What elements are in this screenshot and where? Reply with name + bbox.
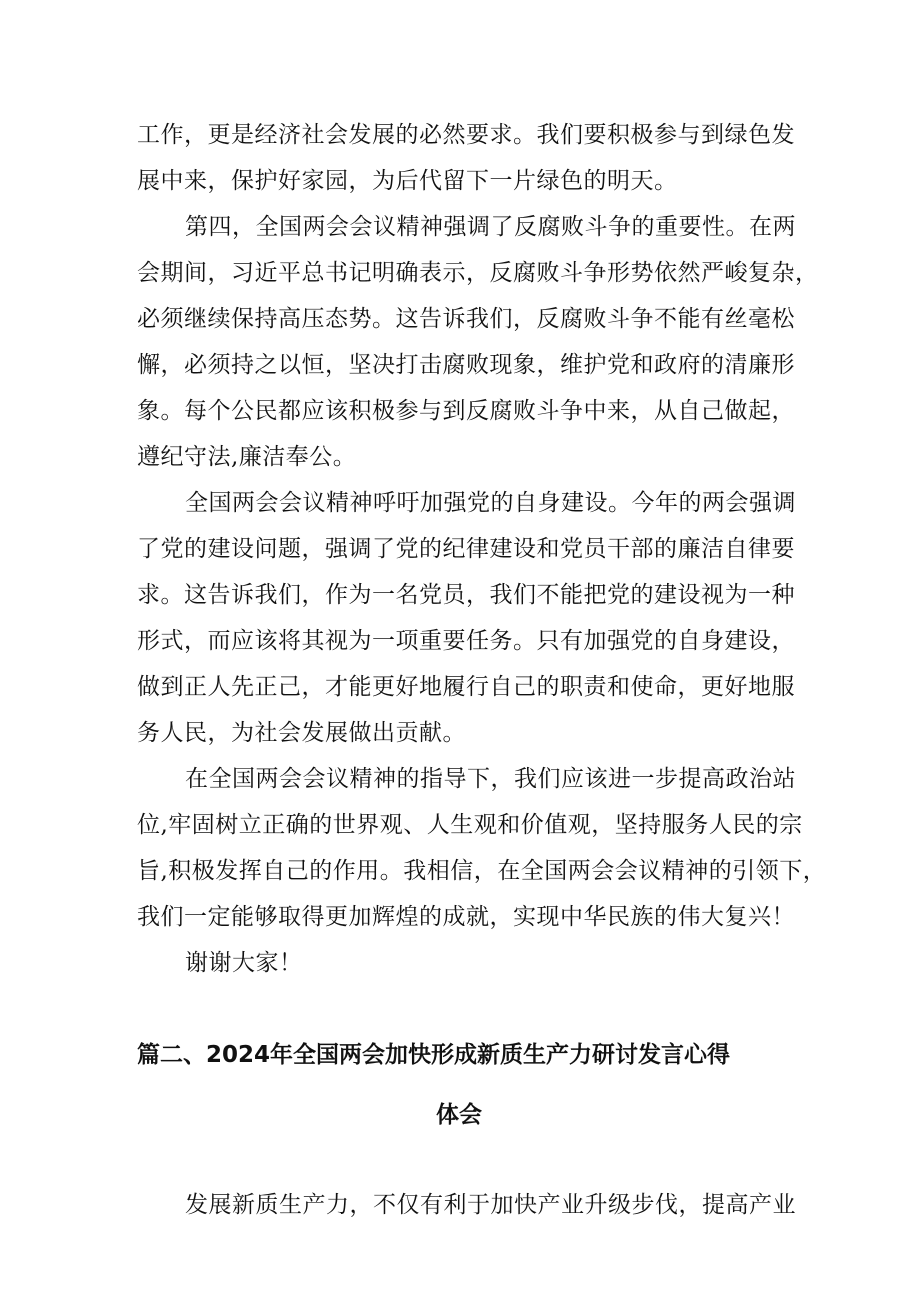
body-line: 懈，必须持之以恒，坚决打击腐败现象，维护党和政府的清廉形 [137, 352, 795, 378]
body-line: 遵纪守法,廉洁奉公。 [137, 444, 357, 470]
body-line: 象。每个公民都应该积极参与到反腐败斗争中来，从自己做起， [137, 398, 795, 424]
body-line: 形式，而应该将其视为一项重要任务。只有加强党的自身建设， [137, 628, 795, 654]
body-line: 了党的建设问题，强调了党的纪律建设和党员干部的廉洁自律要 [137, 536, 795, 562]
body-line: 位,牢固树立正确的世界观、人生观和价值观，坚持服务人民的宗 [137, 812, 803, 838]
closing-line: 谢谢大家！ [185, 950, 303, 976]
section-heading-continuation: 体会 [436, 1102, 482, 1128]
body-line: 工作，更是经济社会发展的必然要求。我们要积极参与到绿色发 [137, 122, 795, 148]
body-line: 会期间，习近平总书记明确表示，反腐败斗争形势依然严峻复杂， [137, 260, 819, 286]
body-line: 务人民，为社会发展做出贡献。 [137, 720, 466, 746]
paragraph-first-line: 全国两会会议精神呼吁加强党的自身建设。今年的两会强调 [185, 490, 796, 516]
paragraph-first-line: 第四，全国两会会议精神强调了反腐败斗争的重要性。在两 [185, 214, 796, 240]
body-line: 我们一定能够取得更加辉煌的成就，实现中华民族的伟大复兴！ [137, 904, 795, 930]
paragraph-first-line: 在全国两会会议精神的指导下，我们应该进一步提高政治站 [185, 766, 796, 792]
section-heading: 篇二、2024年全国两会加快形成新质生产力研讨发言心得 [137, 1042, 731, 1068]
body-line: 展中来，保护好家园，为后代留下一片绿色的明天。 [137, 168, 678, 194]
paragraph-first-line: 发展新质生产力，不仅有利于加快产业升级步伐，提高产业 [185, 1192, 796, 1218]
body-line: 求。这告诉我们，作为一名党员，我们不能把党的建设视为一种 [137, 582, 795, 608]
body-line: 必须继续保持高压态势。这告诉我们，反腐败斗争不能有丝毫松 [137, 306, 795, 332]
body-line: 旨,积极发挥自己的作用。我相信，在全国两会会议精神的引领下， [137, 858, 827, 884]
body-line: 做到正人先正己，才能更好地履行自己的职责和使命，更好地服 [137, 674, 795, 700]
